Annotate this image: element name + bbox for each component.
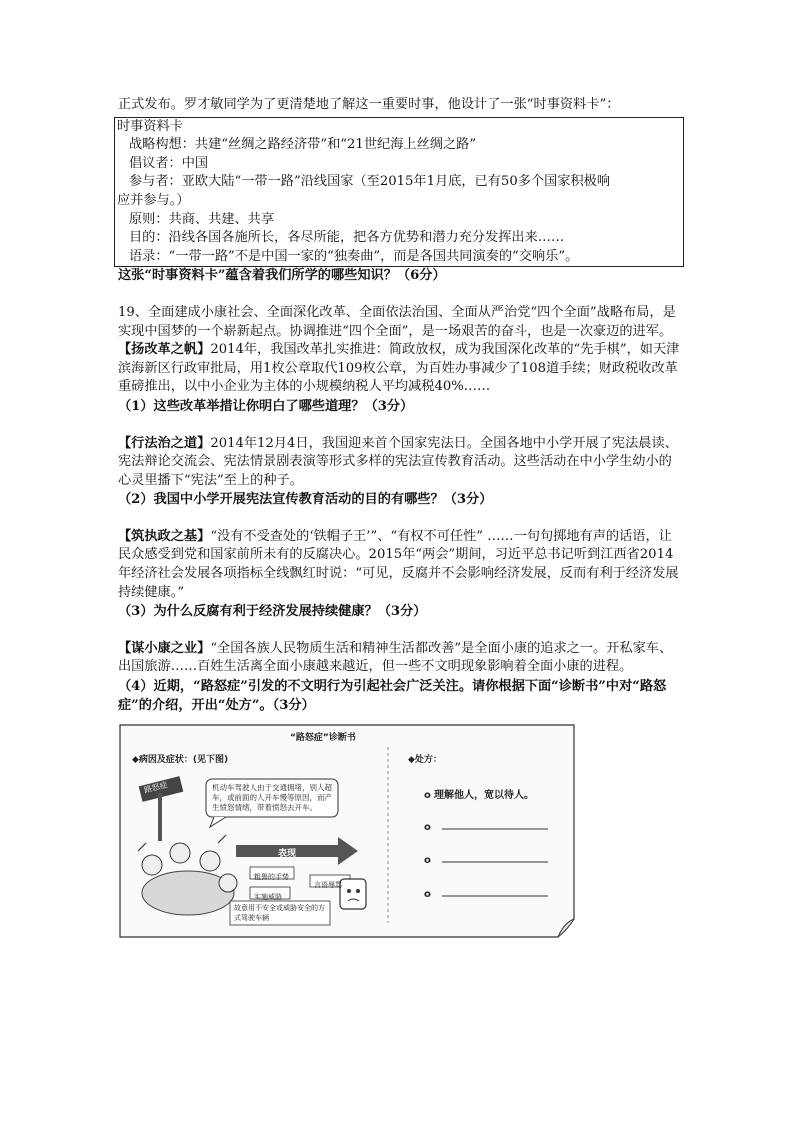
card-participants-cont: 应并参与。） <box>117 192 190 208</box>
diagnosis-sheet <box>118 723 578 941</box>
section-heading: 【筑执政之基】 <box>118 528 211 544</box>
section-body: “没有不受查处的‘铁帽子王’”、“有权不可任性” ……一句句掷地有声的话语，让民众感受到党和国家前所未有的反腐决心。2015年“两会”期间，习近平总书记听到江西省2014年经济社会发展各项指标全线飘红时说：“可见，反腐并不会影响经济发展，反而有利于经济发展持续健康。” <box>118 528 679 600</box>
card-participants: 参与者：亚欧大陆“一带一路”沿线国家（至2015年1月底，已有50多个国家积极响 <box>129 174 611 190</box>
bullet-1: o <box>424 790 431 802</box>
road-sign-label: 路怒症 <box>143 780 169 796</box>
section-heading: 【谋小康之业】 <box>118 640 211 656</box>
q19-sub-4: （4）近期，“路怒症”引发的不文明行为引起社会广泛关注。请你根据下面“诊断书”中对“路怒症”的介绍，开出“处方”。（3分） <box>118 679 667 713</box>
section-body: 2014年，我国改革扎实推进：简政放权，成为我国深化改革的“先手棋”，如天津滨海新区行政审批局，用1枚公章取代109枚公章，为百姓办事减少了108道手续；财政税收改革重磅推出，以中小企业为主体的小规模纳税人平均减税40%…… <box>118 342 680 395</box>
symptom-unsafe-driving: 故意用不安全或威胁安全的方式驾驶车辆 <box>234 904 325 923</box>
card-strategy: 战略构想：共建“丝绸之路经济带”和“21世纪海上丝绸之路” <box>129 137 477 153</box>
card-title: 时事资料卡 <box>117 118 183 134</box>
diagnosis-title: “路怒症”诊断书 <box>290 733 356 744</box>
q19-sub-2: （2）我国中小学开展宪法宣传教育活动的目的有哪些？（3分） <box>118 492 493 508</box>
symptom-threat: 实施威胁 <box>254 893 282 902</box>
symptom-verbal-abuse: 言语辱骂 <box>314 881 342 890</box>
q19-section-prosperity <box>118 640 684 677</box>
prescription-heading: ◆处方： <box>408 755 442 766</box>
section-heading: 【行法治之道】 <box>118 435 211 451</box>
card-goal: 目的：沿线各国各施所长，各尽所能，把各方优势和潜力充分发挥出来…… <box>129 230 565 246</box>
card-proposer: 倡议者：中国 <box>129 155 209 171</box>
card-saying: 语录：“一带一路”不是中国一家的“独奏曲”，而是各国共同演奏的“交响乐”。 <box>129 248 579 264</box>
section-heading: 【扬改革之帆】 <box>118 342 211 358</box>
cartoon-driver-icon <box>340 879 366 909</box>
q19-sub-3: （3）为什么反腐有利于经济发展持续健康？（3分） <box>118 604 427 620</box>
cause-description: 机动车驾驶人由于交通拥堵，别人超车，或前面的人开车慢等原因，而产生愤怒情绪，带着愤怒去开车。 <box>212 783 332 813</box>
q19-section-law <box>118 435 684 491</box>
bullet-4: o <box>424 889 431 901</box>
bullet-3: o <box>424 855 431 867</box>
q19-sub-1: （1）这些改革举措让你明白了哪些道理？（3分） <box>118 398 414 414</box>
q19-intro: 19、全面建成小康社会、全面深化改革、全面依法治国、全面从严治党“四个全面”战略布局，是实现中国梦的一个崭新起点。协调推进“四个全面”，是一场艰苦的奋斗，也是一次豪迈的进军。 <box>118 304 676 339</box>
prescription-1: 理解他人，宽以待人。 <box>434 790 534 802</box>
cause-heading: ◆病因及症状：(见下图) <box>132 755 229 766</box>
symptom-rude-gesture: 粗鲁的手势 <box>254 873 289 882</box>
q19-section-reform <box>118 341 684 397</box>
current-affairs-card <box>114 117 684 268</box>
symptoms-label: 表现 <box>278 849 297 860</box>
section-body: “全国各族人民物质生活和精神生活都改善”是全面小康的追求之一。开私家车、出国旅游……百姓生活离全面小康越来越近，但一些不文明现象影响着全面小康的进程。 <box>118 640 673 675</box>
question-18-prompt: 这张“时事资料卡”蕴含着我们所学的哪些知识？（6分） <box>118 268 446 284</box>
intro-line: 正式发布。罗才敏同学为了更清楚地了解这一重要时事，他设计了一张“时事资料卡”： <box>118 97 620 112</box>
bullet-2: o <box>424 822 431 834</box>
q19-section-governance <box>118 528 684 602</box>
card-principle: 原则：共商、共建、共享 <box>129 211 275 227</box>
exam-page <box>118 96 684 941</box>
section-body: 2014年12月4日，我国迎来首个国家宪法日。全国各地中小学开展了宪法晨读、宪法辩论交流会、宪法情景剧表演等形式多样的宪法宣传教育活动。这些活动在中小学生幼小的心灵里播下“宪法”至上的种子。 <box>118 435 678 488</box>
